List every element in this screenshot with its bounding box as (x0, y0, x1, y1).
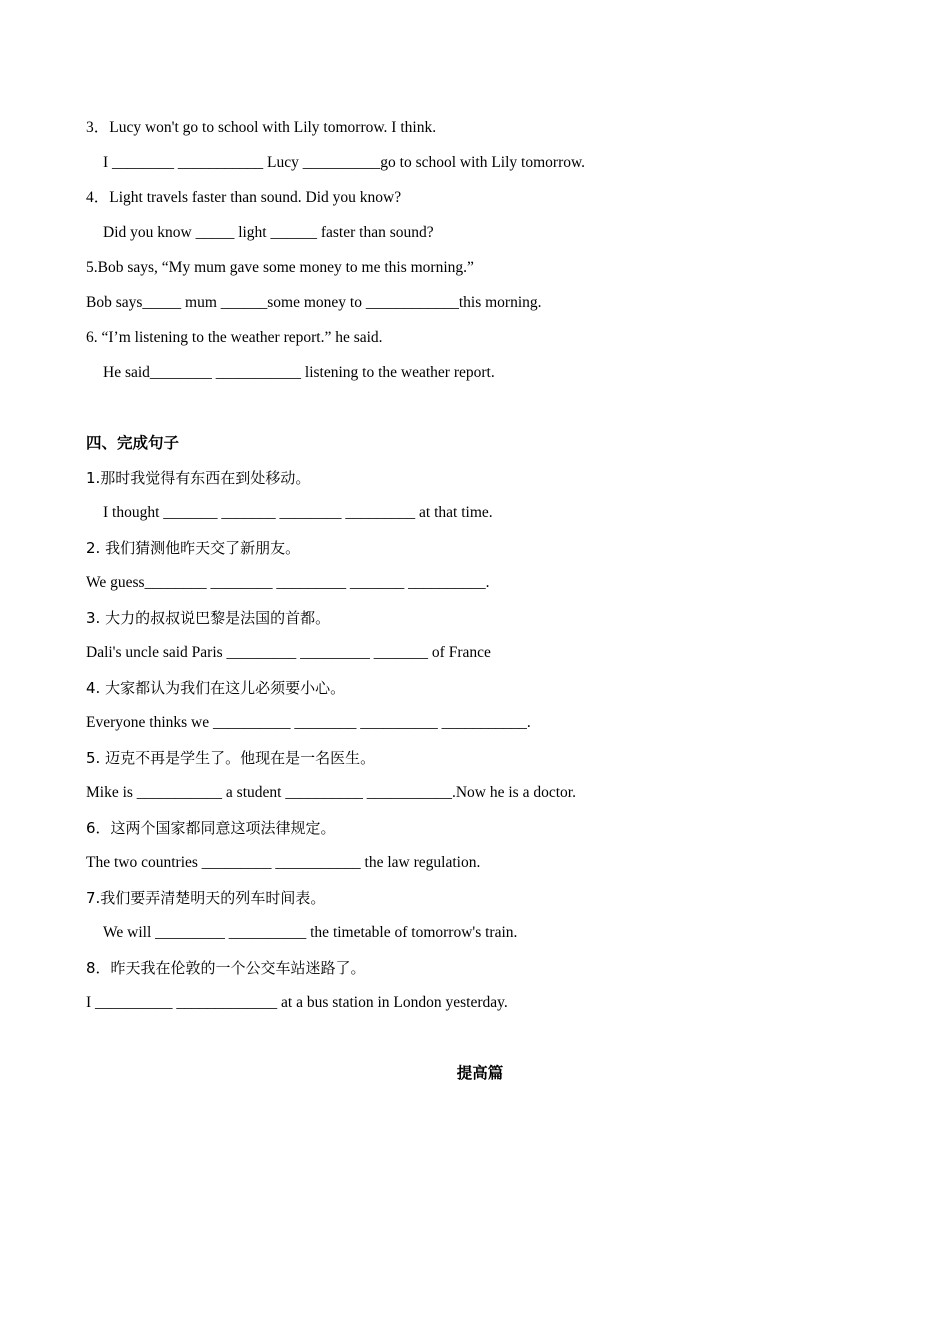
section-heading: 四、完成句子 (86, 434, 180, 452)
sentence-1-prompt: 1.那时我觉得有东西在到处移动。 (86, 469, 311, 487)
exercise-6-answer-line: He said________ ___________ listening to the weather report. (103, 364, 495, 381)
exercise-3-prompt: 3．Lucy won't go to school with Lily tomorrow. I think. (86, 119, 437, 136)
sentence-8-prompt: 8．昨天我在伦敦的一个公交车站迷路了。 (86, 959, 366, 977)
sentence-7-prompt: 7.我们要弄清楚明天的列车时间表。 (86, 889, 326, 907)
sentence-1-answer-line: I thought _______ _______ ________ _________ at that time. (103, 504, 493, 521)
exercise-5-answer-line: Bob says_____ mum ______some money to ____________this morning. (86, 294, 542, 311)
sentence-2-answer-line: We guess________ ________ _________ _______ __________. (86, 574, 490, 591)
exercise-5-prompt: 5.Bob says, “My mum gave some money to me this morning.” (86, 259, 474, 276)
sentence-2-prompt: 2. 我们猜测他昨天交了新朋友。 (86, 539, 301, 557)
advanced-section-title: 提高篇 (456, 1064, 504, 1082)
sentence-6-answer-line: The two countries _________ ___________ the law regulation. (86, 854, 481, 871)
sentence-6-prompt: 6．这两个国家都同意这项法律规定。 (86, 819, 336, 837)
sentence-7-answer-line: We will _________ __________ the timetable of tomorrow's train. (103, 924, 518, 941)
exercise-4-answer-line: Did you know _____ light ______ faster than sound? (103, 224, 434, 241)
sentence-3-answer-line: Dali's uncle said Paris _________ _________ _______ of France (86, 644, 491, 661)
sentence-8-answer-line: I __________ _____________ at a bus station in London yesterday. (86, 994, 508, 1011)
sentence-4-answer-line: Everyone thinks we __________ ________ __________ ___________. (86, 714, 531, 731)
sentence-5-prompt: 5. 迈克不再是学生了。他现在是一名医生。 (86, 749, 376, 767)
sentence-3-prompt: 3. 大力的叔叔说巴黎是法国的首都。 (86, 609, 331, 627)
exercise-6-prompt: 6. “I’m listening to the weather report.” he said. (86, 329, 383, 346)
sentence-5-answer-line: Mike is ___________ a student __________ ___________.Now he is a doctor. (86, 784, 576, 801)
exercise-3-answer-line: I ________ ___________ Lucy __________go to school with Lily tomorrow. (103, 154, 586, 171)
exercise-4-prompt: 4．Light travels faster than sound. Did you know? (86, 189, 402, 206)
sentence-4-prompt: 4. 大家都认为我们在这儿必须要小心。 (86, 679, 346, 697)
